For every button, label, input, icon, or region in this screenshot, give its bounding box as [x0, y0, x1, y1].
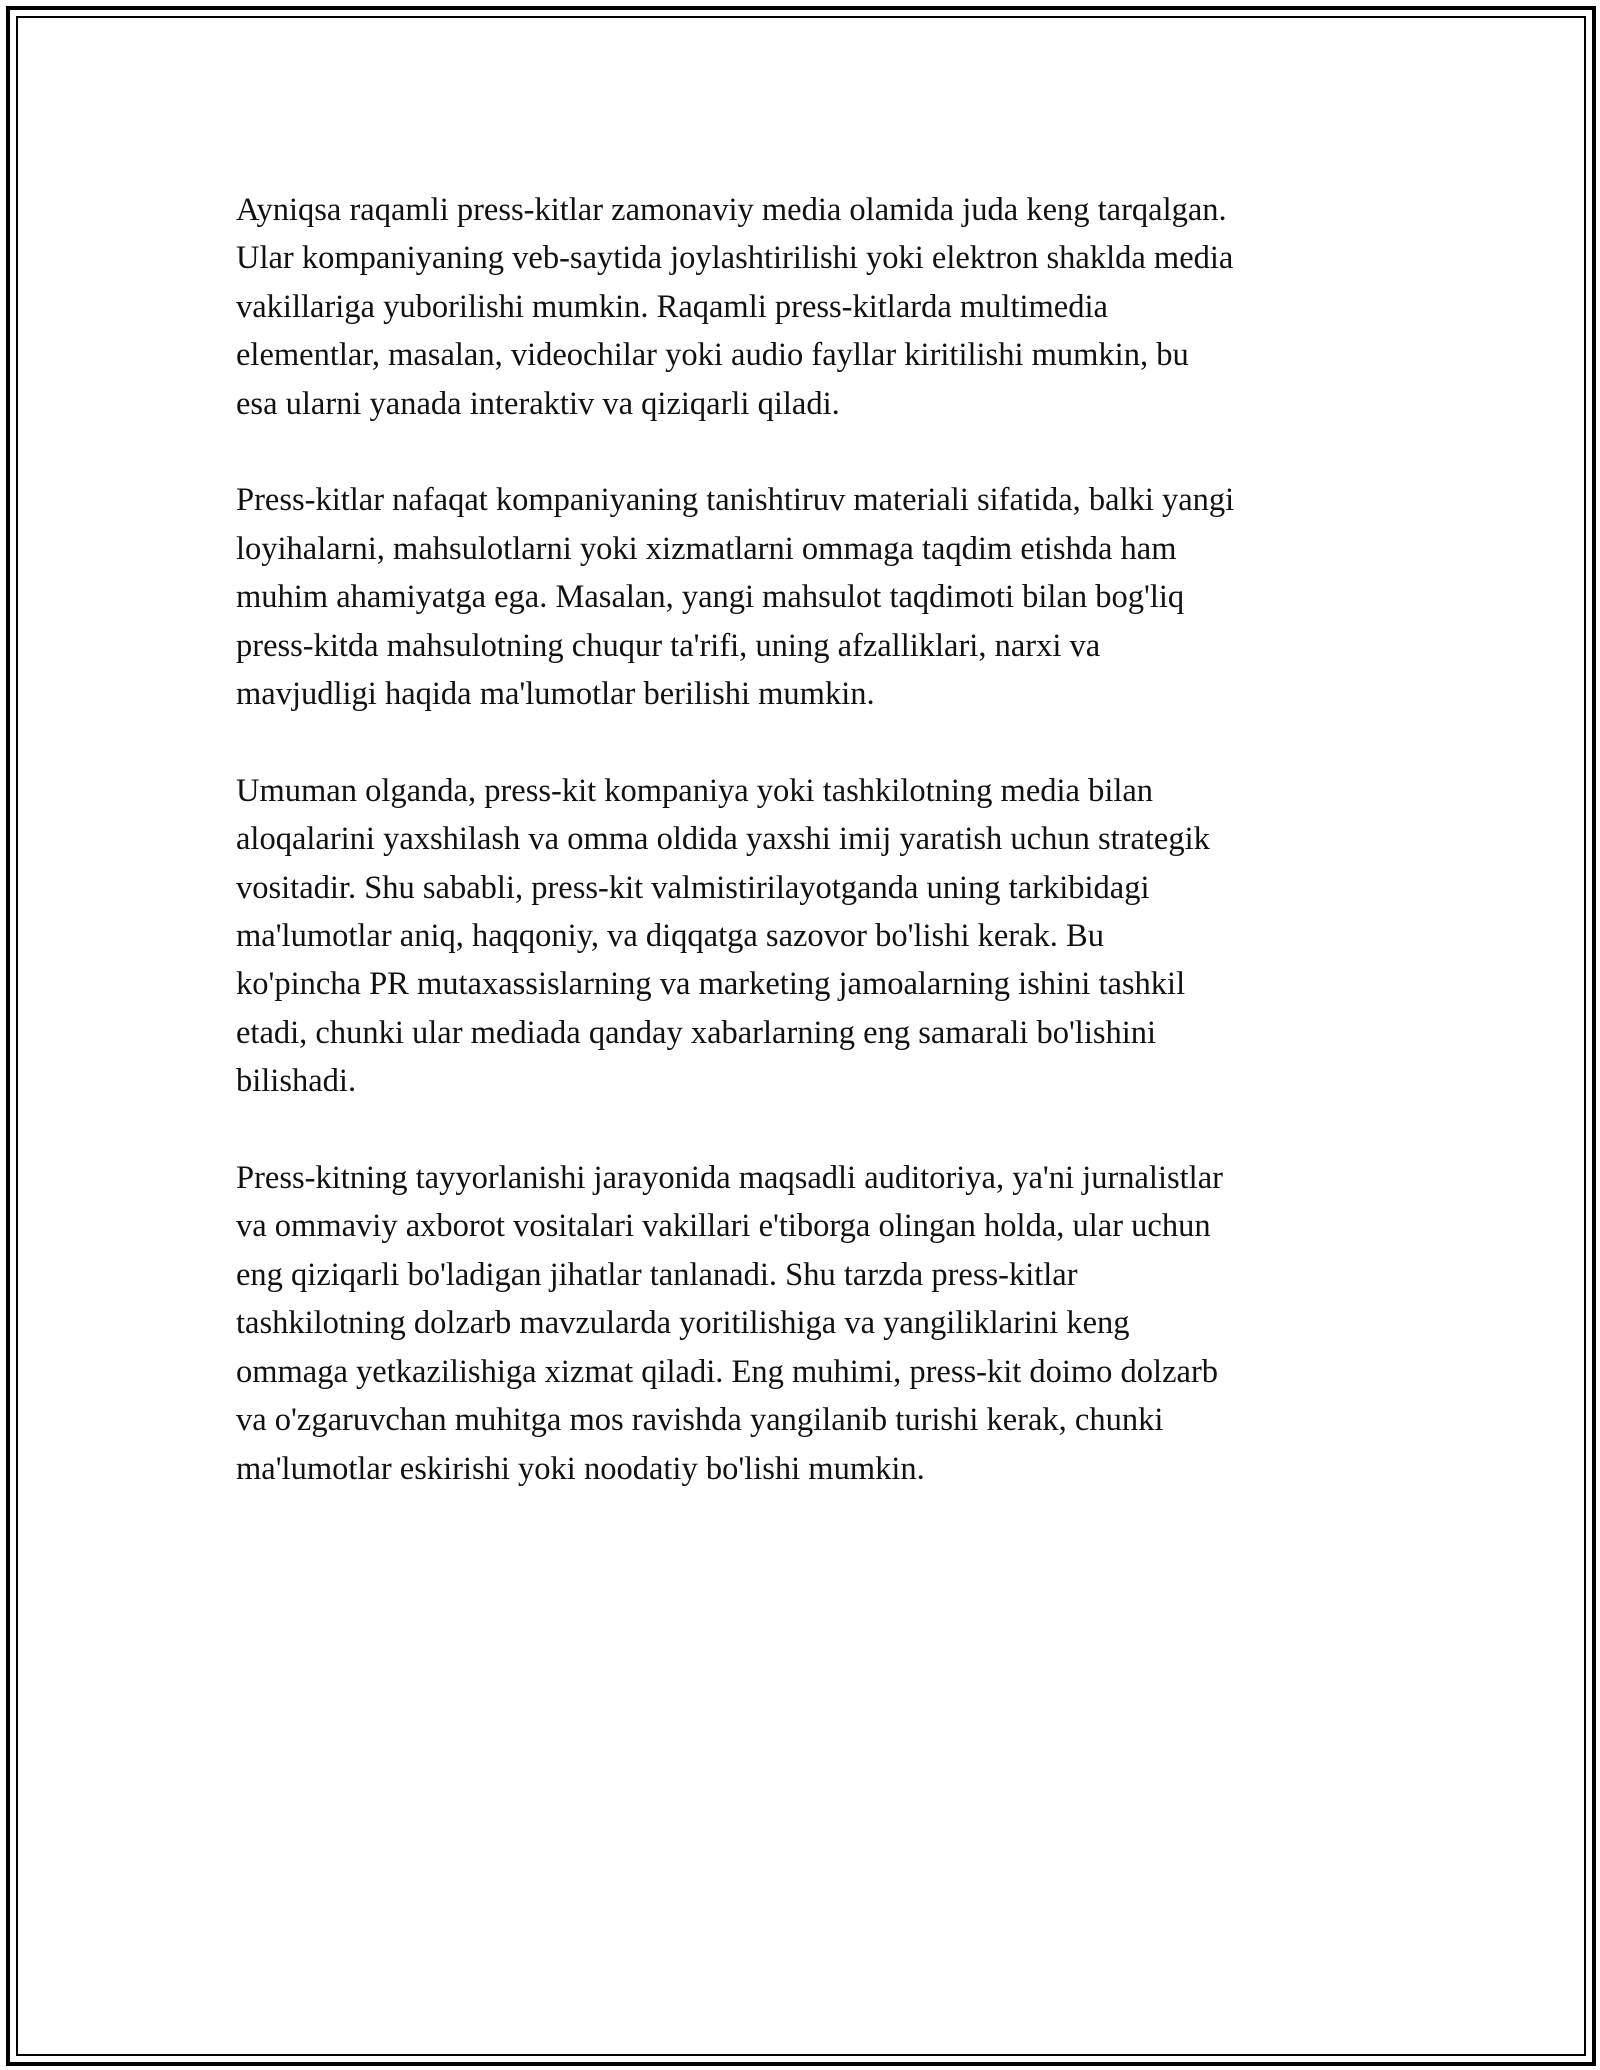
- paragraph-product-presentation: Press-kitlar nafaqat kompaniyaning tanishtiruv materiali sifatida, balki yangi loyihalarni, mahsulotlarni yoki xizmatlarni ommaga taqdim etishda ham muhim ahamiyatga ega. Masalan, yangi mahsulot taqdimoti bilan bog'liq press-kitda mahsulotning chuqur ta'rifi, uning afzalliklari, narxi va mavjudligi haqida ma'lumotlar berilishi mumkin.: [236, 482, 1235, 713]
- paragraph-digital-press-kits: Ayniqsa raqamli press-kitlar zamonaviy media olamida juda keng tarqalgan. Ular kompaniyaning veb-saytida joylashtirilishi yoki elektron shaklda media vakillariga yuborilishi mumkin. Raqamli press-kitlarda multimedia elementlar, masalan, videochilar yoki audio fayllar kiritilishi mumkin, bu esa ularni yanada interaktiv va qiziqarli qiladi.: [236, 192, 1234, 422]
- paragraph-target-audience: Press-kitning tayyorlanishi jarayonida maqsadli auditoriya, ya'ni jurnalistlar va ommaviy axborot vositalari vakillari e'tiborga olingan holda, ular uchun eng qiziqarli bo'ladigan jihatlar tanlanadi. Shu tarzda press-kitlar tashkilotning dolzarb mavzularda yoritilishiga va yangiliklarini keng ommaga yetkazilishiga xizmat qiladi. Eng muhimi, press-kit doimo dolzarb va o'zgaruvchan muhitga mos ravishda yangilanib turishi kerak, chunki ma'lumotlar eskirishi yoki noodatiy bo'lishi mumkin.: [236, 1160, 1223, 1487]
- paragraph-strategic-tool: Umuman olganda, press-kit kompaniya yoki tashkilotning media bilan aloqalarini yaxshilash va omma oldida yaxshi imij yaratish uchun strategik vositadir. Shu sababli, press-kit valmistirilayotganda uning tarkibidagi ma'lumotlar aniq, haqqoniy, va diqqatga sazovor bo'lishi kerak. Bu ko'pincha PR mutaxassislarning va marketing jamoalarning ishini tashkil etadi, chunki ular mediada qanday xabarlarning eng samarali bo'lishini bilishadi.: [236, 772, 1210, 1100]
- document-body: [236, 186, 1386, 1541]
